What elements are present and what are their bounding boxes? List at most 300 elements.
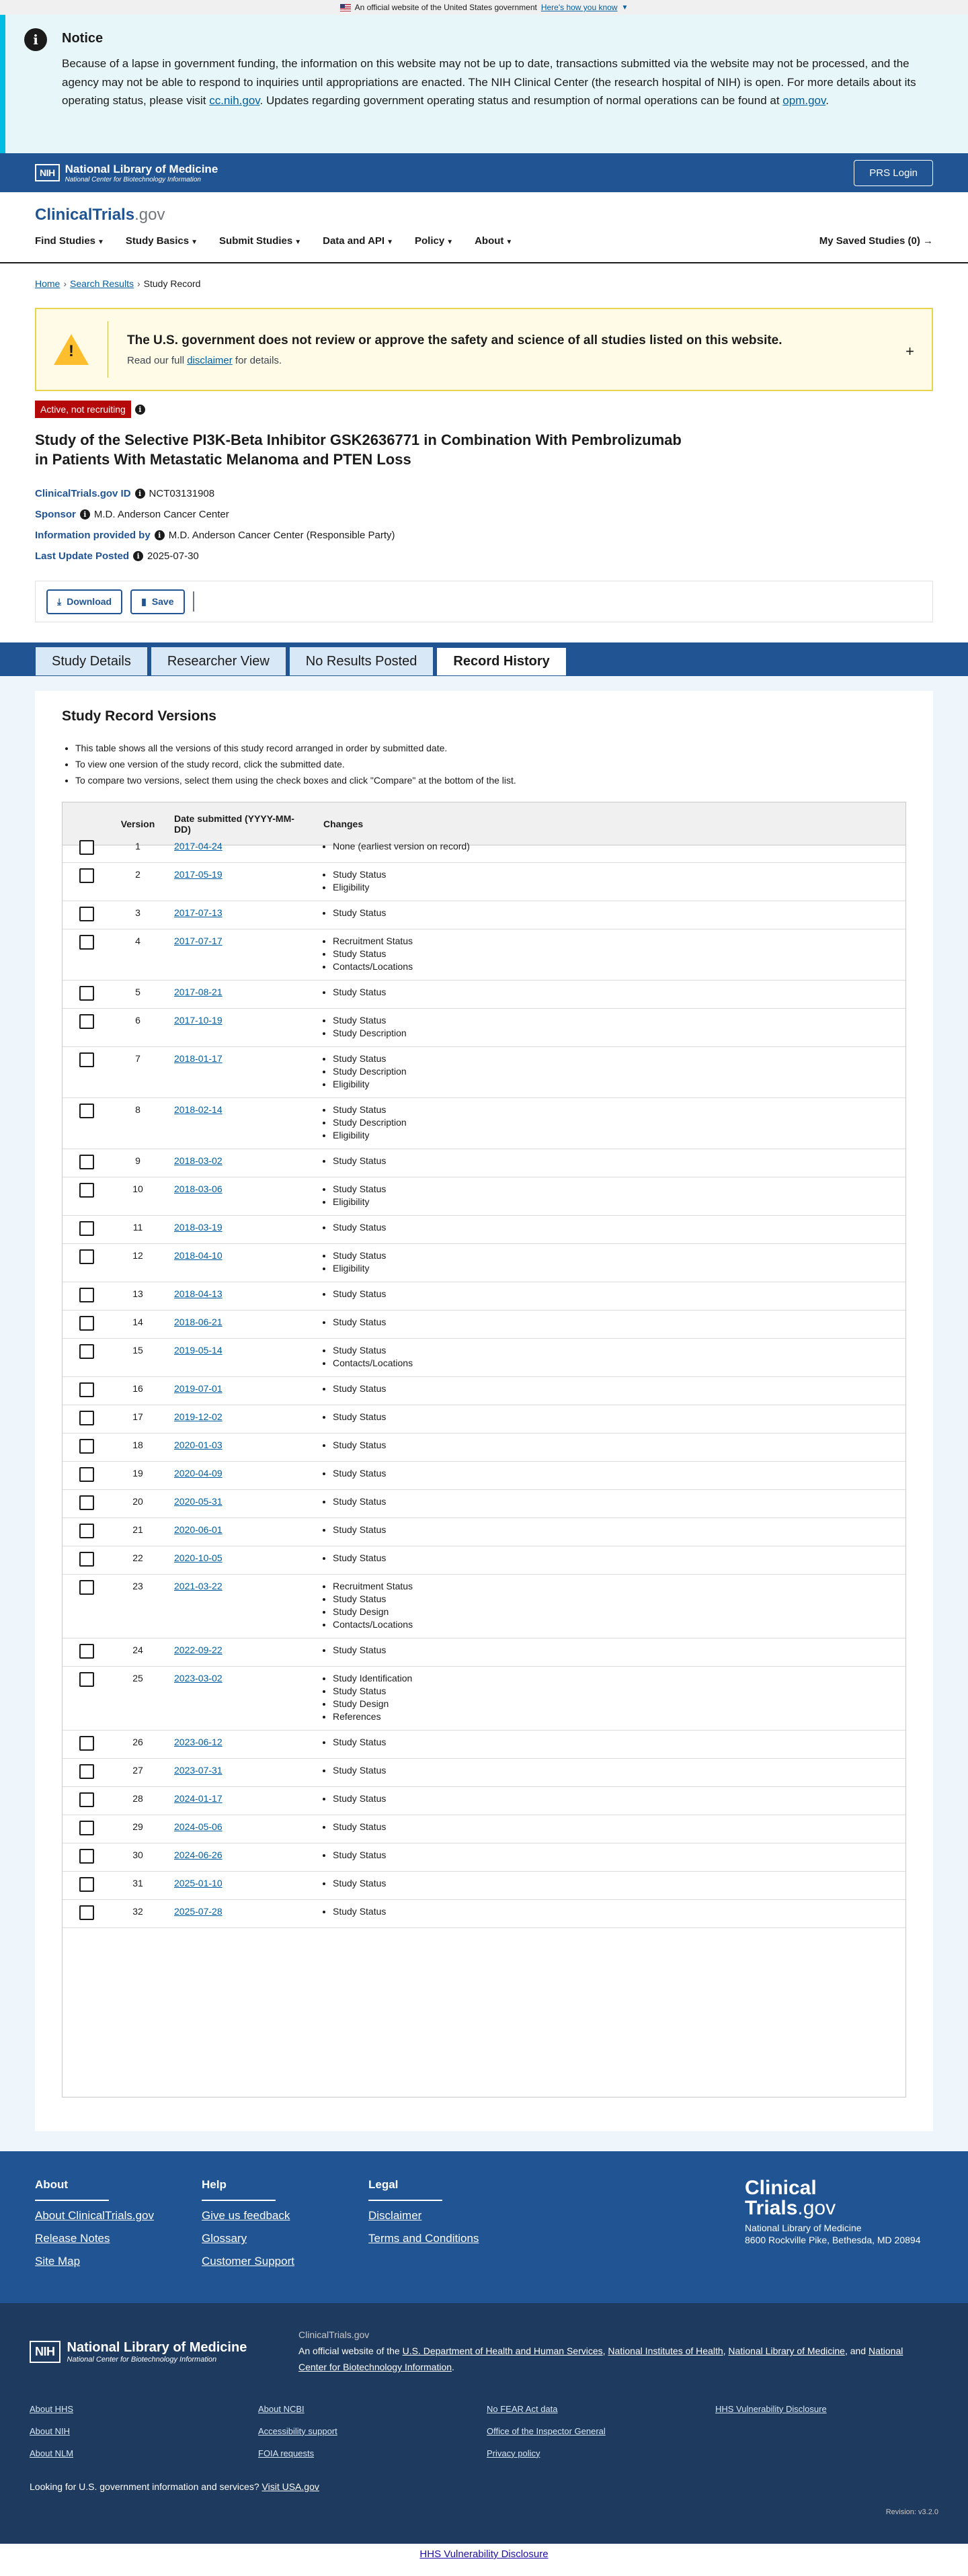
version-date-link[interactable]: 2017-04-24 <box>174 841 223 852</box>
change-item: • Study Status <box>333 1316 905 1329</box>
info-icon[interactable]: i <box>155 530 165 540</box>
version-date-link[interactable]: 2018-02-14 <box>174 1104 223 1116</box>
footer-link[interactable]: About HHS <box>30 2403 74 2414</box>
version-checkbox[interactable] <box>79 1849 94 1864</box>
cc-nih-link[interactable]: cc.nih.gov <box>209 94 260 108</box>
version-number: 23 <box>132 1581 143 1592</box>
funding-notice <box>0 15 968 153</box>
footer-ct-logo[interactable]: Clinical Trials.gov <box>745 2177 836 2220</box>
breadcrumb <box>0 263 968 304</box>
info-icon[interactable]: i <box>133 551 143 561</box>
footer-help: Help Give us feedback Glossary Customer Support <box>202 2178 368 2276</box>
change-item: • Study Status <box>333 1552 905 1565</box>
version-number: 31 <box>132 1878 143 1889</box>
disclaimer-banner <box>35 308 933 391</box>
footer-link[interactable]: Office of the Inspector General <box>487 2425 606 2436</box>
version-checkbox[interactable] <box>79 1764 94 1779</box>
change-item: • Study Status <box>333 1052 905 1065</box>
change-item: • Study Status <box>333 1344 905 1357</box>
footer-link[interactable]: About NLM <box>30 2448 74 2458</box>
change-item: • Eligibility <box>333 1196 905 1208</box>
change-item: • Study Status <box>333 1849 905 1862</box>
version-date-link[interactable]: 2025-01-10 <box>174 1878 223 1889</box>
version-number: 20 <box>132 1496 143 1507</box>
changes-list <box>323 1104 905 1142</box>
table-row <box>63 901 905 929</box>
expand-plus-icon[interactable]: + <box>905 343 914 360</box>
change-item: • Recruitment Status <box>333 1580 905 1593</box>
versions-description: • This table shows all the versions of this study record arranged in order by submitted date. • To view one version of the study record, click the submitted date. • To compare two versions, select them using the check boxes and click "Compare" at the bottom of the list. <box>75 741 906 788</box>
disclaimer-text: Read our full disclaimer for details. <box>127 354 282 366</box>
versions-table-body <box>63 835 905 1928</box>
nct-id: NCT03131908 <box>149 488 215 500</box>
change-item: • Study Description <box>333 1027 905 1040</box>
nav-about[interactable]: About ▼ <box>475 235 513 247</box>
changes-list <box>323 1155 905 1167</box>
table-row <box>63 1377 905 1405</box>
chevron-down-icon: ▼ <box>506 239 513 246</box>
nlm-title: National Library of Medicine <box>65 162 218 175</box>
changes-list <box>323 1467 905 1480</box>
version-checkbox[interactable] <box>79 1495 94 1510</box>
change-item: • Study Description <box>333 1065 905 1078</box>
table-row <box>63 1311 905 1339</box>
version-date-link[interactable]: 2025-07-28 <box>174 1906 223 1917</box>
version-date-link[interactable]: 2020-04-09 <box>174 1468 223 1479</box>
version-date-link[interactable]: 2021-03-22 <box>174 1581 223 1592</box>
breadcrumb-home[interactable]: Home <box>35 278 61 289</box>
table-row <box>63 1667 905 1731</box>
version-number: 3 <box>135 907 140 919</box>
version-number: 1 <box>135 841 140 852</box>
footer-about: About About ClinicalTrials.gov Release Notes Site Map <box>35 2178 202 2276</box>
info-icon: i <box>24 28 47 51</box>
gov-banner-link[interactable]: Here's how you know <box>540 3 618 12</box>
table-row <box>63 1787 905 1815</box>
nav-policy[interactable]: Policy ▼ <box>415 235 454 247</box>
version-date-link[interactable]: 2019-05-14 <box>174 1345 223 1356</box>
version-date-link[interactable]: 2024-06-26 <box>174 1850 223 1861</box>
version-number: 2 <box>135 869 140 880</box>
version-date-link[interactable]: 2017-10-19 <box>174 1015 223 1026</box>
change-item: • Study Status <box>333 1685 905 1698</box>
col-date-submitted: Date submitted (YYYY-MM-DD) <box>174 813 294 835</box>
info-icon[interactable]: i <box>80 509 90 520</box>
warning-icon: ! <box>54 334 89 365</box>
version-number: 26 <box>132 1737 143 1748</box>
version-checkbox[interactable] <box>79 907 94 921</box>
changes-list <box>323 986 905 999</box>
version-number: 32 <box>132 1906 143 1917</box>
version-checkbox[interactable] <box>79 1104 94 1118</box>
change-item: • Contacts/Locations <box>333 960 905 973</box>
changes-list <box>323 1792 905 1805</box>
clinicaltrials-logo[interactable]: ClinicalTrials.gov <box>35 206 165 224</box>
table-row <box>63 1490 905 1518</box>
changes-list <box>323 1052 905 1091</box>
version-checkbox[interactable] <box>79 1467 94 1482</box>
version-number: 10 <box>132 1183 143 1195</box>
version-number: 27 <box>132 1765 143 1776</box>
changes-list <box>323 1764 905 1777</box>
changes-list <box>323 1221 905 1234</box>
changes-list <box>323 1849 905 1862</box>
provided-by-label: Information provided by <box>35 530 151 542</box>
chevron-down-icon: ▼ <box>294 239 302 246</box>
change-item: • References <box>333 1710 905 1723</box>
table-row <box>63 1405 905 1434</box>
disclaimer-title: The U.S. government does not review or approve the safety and science of all studies listed on this website. <box>127 333 782 347</box>
gov-banner-text: An official website of the United States government <box>354 3 537 12</box>
version-date-link[interactable]: 2017-08-21 <box>174 987 223 998</box>
arrow-right-icon: → <box>923 235 933 247</box>
footer-brand <box>745 2178 933 2276</box>
chevron-down-icon: ▼ <box>97 239 104 246</box>
table-row <box>63 1462 905 1490</box>
tab-no-results-posted[interactable]: No Results Posted <box>289 647 434 676</box>
chevron-right-icon: › <box>136 278 140 289</box>
version-date-link[interactable]: 2018-04-13 <box>174 1288 223 1300</box>
version-number: 15 <box>132 1345 143 1356</box>
changes-list <box>323 868 905 894</box>
action-bar <box>35 581 933 622</box>
col-version: Version <box>120 818 155 829</box>
footer-link[interactable]: HHS Vulnerability Disclosure <box>715 2403 827 2414</box>
vulnerability-disclosure-link[interactable]: HHS Vulnerability Disclosure <box>419 2548 549 2560</box>
tab-record-history[interactable]: Record History <box>436 645 566 676</box>
versions-table <box>62 802 906 2097</box>
version-checkbox[interactable] <box>79 1644 94 1659</box>
version-number: 30 <box>132 1850 143 1861</box>
version-number: 5 <box>135 987 140 998</box>
version-date-link[interactable]: 2018-06-21 <box>174 1317 223 1328</box>
version-number: 17 <box>132 1411 143 1423</box>
version-number: 16 <box>132 1383 143 1395</box>
versions-title: Study Record Versions <box>62 708 216 724</box>
footer-support-link[interactable]: Customer Support <box>202 2255 294 2268</box>
changes-list <box>323 1288 905 1300</box>
version-checkbox[interactable] <box>79 935 94 950</box>
version-date-link[interactable]: 2019-12-02 <box>174 1411 223 1423</box>
my-saved-studies-link[interactable]: My Saved Studies (0) → <box>819 235 933 247</box>
main-nav <box>35 235 933 247</box>
table-row <box>63 1815 905 1843</box>
footer-link-grid <box>30 2404 938 2458</box>
version-date-link[interactable]: 2023-06-12 <box>174 1737 223 1748</box>
change-item: • Study Status <box>333 907 905 919</box>
version-number: 14 <box>132 1317 143 1328</box>
footer-link[interactable]: Accessibility support <box>258 2425 337 2436</box>
footer-feedback-link[interactable]: Give us feedback <box>202 2209 290 2222</box>
table-row <box>63 1546 905 1575</box>
nlm-logo[interactable] <box>35 163 218 183</box>
footer-terms-link[interactable]: Terms and Conditions <box>368 2232 479 2245</box>
version-date-link[interactable]: 2017-07-17 <box>174 936 223 947</box>
provided-by-value: M.D. Anderson Cancer Center (Responsible Party) <box>168 530 395 542</box>
version-date-link[interactable]: 2020-06-01 <box>174 1524 223 1536</box>
version-checkbox[interactable] <box>79 1249 94 1264</box>
chevron-down-icon: ▼ <box>191 239 198 246</box>
version-date-link[interactable]: 2023-07-31 <box>174 1765 223 1776</box>
footer-about-link[interactable]: About ClinicalTrials.gov <box>35 2209 154 2222</box>
table-row <box>63 1216 905 1244</box>
version-checkbox[interactable] <box>79 1736 94 1751</box>
sponsor-label: Sponsor <box>35 509 76 521</box>
footer-site-map-link[interactable]: Site Map <box>35 2255 81 2268</box>
chevron-down-icon: ▼ <box>446 239 454 246</box>
prs-login-button[interactable]: PRS Login <box>854 160 933 186</box>
version-date-link[interactable]: 2018-03-19 <box>174 1222 223 1233</box>
change-item: • Study Status <box>333 1736 905 1749</box>
version-checkbox[interactable] <box>79 1792 94 1807</box>
version-date-link[interactable]: 2017-07-13 <box>174 907 223 919</box>
table-row <box>63 1047 905 1098</box>
version-checkbox[interactable] <box>79 1382 94 1397</box>
changes-list <box>323 1183 905 1208</box>
version-number: 6 <box>135 1015 140 1026</box>
tab-study-details[interactable]: Study Details <box>35 647 148 676</box>
revision-text: Revision: v3.2.0 <box>885 2507 938 2516</box>
version-number: 8 <box>135 1104 140 1116</box>
last-update-value: 2025-07-30 <box>147 550 199 563</box>
record-versions-card <box>35 691 933 2131</box>
nav-data-api[interactable]: Data and API ▼ <box>323 235 393 247</box>
changes-list <box>323 1014 905 1040</box>
version-checkbox[interactable] <box>79 1344 94 1359</box>
version-checkbox[interactable] <box>79 1905 94 1920</box>
change-item: • None (earliest version on record) <box>333 840 905 853</box>
version-checkbox[interactable] <box>79 1580 94 1595</box>
version-date-link[interactable]: 2023-03-02 <box>174 1673 223 1684</box>
nav-find-studies[interactable]: Find Studies ▼ <box>35 235 104 247</box>
nih-bar <box>0 153 968 192</box>
table-row <box>63 1843 905 1872</box>
chevron-down-icon: ▼ <box>387 239 393 246</box>
version-number: 28 <box>132 1793 143 1804</box>
version-date-link[interactable]: 2018-04-10 <box>174 1250 223 1261</box>
version-date-link[interactable]: 2018-03-02 <box>174 1155 223 1167</box>
breadcrumb-search-results[interactable]: Search Results <box>70 278 134 289</box>
usa-gov-link[interactable]: Visit USA.gov <box>261 2481 319 2492</box>
version-date-link[interactable]: 2020-05-31 <box>174 1496 223 1507</box>
changes-list <box>323 1580 905 1631</box>
last-update-label: Last Update Posted <box>35 550 130 563</box>
version-date-link[interactable]: 2022-09-22 <box>174 1645 223 1656</box>
change-item: • Study Status <box>333 1014 905 1027</box>
record-history-section <box>0 676 968 2151</box>
version-checkbox[interactable] <box>79 1155 94 1169</box>
change-item: • Study Identification <box>333 1672 905 1685</box>
version-number: 22 <box>132 1552 143 1564</box>
version-number: 24 <box>132 1645 143 1656</box>
footer-link[interactable]: About NCBI <box>258 2403 305 2414</box>
nlm-footer <box>0 2303 968 2544</box>
info-icon[interactable]: i <box>135 489 145 499</box>
change-item: • Study Status <box>333 1644 905 1657</box>
table-row <box>63 1098 905 1149</box>
version-number: 19 <box>132 1468 143 1479</box>
version-number: 29 <box>132 1821 143 1833</box>
table-row <box>63 1518 905 1546</box>
version-checkbox[interactable] <box>79 1221 94 1236</box>
change-item: • Study Status <box>333 1249 905 1262</box>
footer-link[interactable]: Privacy policy <box>487 2448 540 2458</box>
version-checkbox[interactable] <box>79 1014 94 1029</box>
version-checkbox[interactable] <box>79 1524 94 1538</box>
change-item: • Study Status <box>333 1877 905 1890</box>
changes-list <box>323 1411 905 1423</box>
version-number: 18 <box>132 1440 143 1451</box>
version-checkbox[interactable] <box>79 986 94 1001</box>
version-checkbox[interactable] <box>79 1672 94 1687</box>
table-row <box>63 1434 905 1462</box>
disclaimer-link[interactable]: disclaimer <box>187 354 233 366</box>
change-item: • Study Status <box>333 1821 905 1833</box>
change-item: • Study Status <box>333 1411 905 1423</box>
change-item: • Study Status <box>333 868 905 881</box>
nih-logo-box: NIH <box>35 164 60 181</box>
change-item: • Study Status <box>333 1495 905 1508</box>
nav-study-basics[interactable]: Study Basics ▼ <box>125 235 198 247</box>
footer-nlm-logo[interactable]: NIH National Library of Medicine National Center for Biotechnology Information <box>30 2327 258 2375</box>
tab-researcher-view[interactable]: Researcher View <box>151 647 286 676</box>
site-header <box>0 192 968 263</box>
version-checkbox[interactable] <box>79 840 94 855</box>
nih-link[interactable]: National Institutes of Health <box>608 2345 723 2357</box>
change-item: • Recruitment Status <box>333 935 905 948</box>
table-row <box>63 1339 905 1377</box>
change-item: • Contacts/Locations <box>333 1618 905 1631</box>
change-item: • Study Status <box>333 1104 905 1116</box>
change-item: • Study Status <box>333 1183 905 1196</box>
study-tabs <box>0 642 968 676</box>
version-date-link[interactable]: 2020-01-03 <box>174 1440 223 1451</box>
hhs-link[interactable]: U.S. Department of Health and Human Services <box>402 2345 603 2357</box>
changes-list <box>323 1552 905 1565</box>
footer <box>0 2151 968 2303</box>
change-item: • Eligibility <box>333 881 905 894</box>
version-date-link[interactable]: 2018-03-06 <box>174 1183 223 1195</box>
version-date-link[interactable]: 2017-05-19 <box>174 869 223 880</box>
footer-legal: Legal Disclaimer Terms and Conditions <box>368 2178 535 2276</box>
table-row <box>63 1731 905 1759</box>
version-checkbox[interactable] <box>79 1877 94 1892</box>
table-row <box>63 1244 905 1282</box>
version-date-link[interactable]: 2024-05-06 <box>174 1821 223 1833</box>
table-row <box>63 863 905 901</box>
change-item: • Study Status <box>333 948 905 960</box>
download-button[interactable]: ⤓ Download <box>46 589 122 614</box>
chevron-down-icon: ▼ <box>621 3 629 11</box>
nav-submit-studies[interactable]: Submit Studies ▼ <box>219 235 302 247</box>
version-checkbox[interactable] <box>79 1821 94 1835</box>
change-item: • Study Status <box>333 986 905 999</box>
version-checkbox[interactable] <box>79 1316 94 1331</box>
version-date-link[interactable]: 2024-01-17 <box>174 1793 223 1804</box>
table-row <box>63 1149 905 1177</box>
changes-list <box>323 1439 905 1452</box>
gov-banner <box>0 0 968 15</box>
footer-link[interactable]: About NIH <box>30 2425 70 2436</box>
table-row <box>63 1575 905 1638</box>
changes-list <box>323 1382 905 1395</box>
table-row <box>63 929 905 981</box>
version-number: 25 <box>132 1673 143 1684</box>
change-item: • Study Status <box>333 1593 905 1606</box>
changes-list <box>323 1644 905 1657</box>
change-item: • Study Status <box>333 1764 905 1777</box>
table-row <box>63 835 905 863</box>
footer-release-notes-link[interactable]: Release Notes <box>35 2232 110 2245</box>
footer-link[interactable]: FOIA requests <box>258 2448 315 2458</box>
change-item: • Study Description <box>333 1116 905 1129</box>
ncbi-link[interactable]: National Center for Biotechnology Information <box>298 2345 903 2373</box>
version-number: 11 <box>132 1222 143 1233</box>
change-item: • Study Status <box>333 1439 905 1452</box>
changes-list <box>323 907 905 919</box>
changes-list <box>323 1877 905 1890</box>
version-checkbox[interactable] <box>79 1411 94 1425</box>
info-icon[interactable]: i <box>135 405 145 415</box>
change-item: • Study Status <box>333 1524 905 1536</box>
change-item: • Study Status <box>333 1905 905 1918</box>
version-number: 21 <box>132 1524 143 1536</box>
version-number: 9 <box>135 1155 140 1167</box>
version-checkbox[interactable] <box>79 1183 94 1198</box>
table-row <box>63 981 905 1009</box>
table-row <box>63 1282 905 1311</box>
change-item: • Study Status <box>333 1288 905 1300</box>
change-item: • Study Status <box>333 1155 905 1167</box>
version-checkbox[interactable] <box>79 1052 94 1067</box>
version-date-link[interactable]: 2019-07-01 <box>174 1383 223 1395</box>
changes-list <box>323 1495 905 1508</box>
footer-glossary-link[interactable]: Glossary <box>202 2232 247 2245</box>
change-item: • Study Design <box>333 1698 905 1710</box>
breadcrumb-current: Study Record <box>143 278 201 289</box>
version-number: 4 <box>135 936 140 947</box>
nlm-link[interactable]: National Library of Medicine <box>728 2345 845 2357</box>
study-meta <box>35 488 933 562</box>
version-checkbox[interactable] <box>79 1552 94 1567</box>
table-row <box>63 1872 905 1900</box>
change-item: • Study Status <box>333 1382 905 1395</box>
footer-disclaimer-link[interactable]: Disclaimer <box>368 2209 422 2222</box>
changes-list <box>323 1821 905 1833</box>
opm-link[interactable]: opm.gov <box>782 94 826 108</box>
version-number: 7 <box>135 1053 140 1065</box>
version-checkbox[interactable] <box>79 868 94 883</box>
change-item: • Eligibility <box>333 1078 905 1091</box>
changes-list <box>323 1316 905 1329</box>
version-date-link[interactable]: 2020-10-05 <box>174 1552 223 1564</box>
changes-list <box>323 1736 905 1749</box>
version-checkbox[interactable] <box>79 1288 94 1302</box>
footer-official-text: ClinicalTrials.gov An official website of the U.S. Department of Health and Human Services, National Institutes of Health, National Library of Medicine, and National Center for Biotechnology Information. <box>298 2329 903 2373</box>
vulnerability-disclosure-bar <box>0 2544 968 2564</box>
change-item: • Contacts/Locations <box>333 1357 905 1370</box>
version-checkbox[interactable] <box>79 1439 94 1454</box>
change-item: • Study Status <box>333 1792 905 1805</box>
version-number: 13 <box>132 1288 143 1300</box>
save-button[interactable]: ▮ Save <box>130 589 184 614</box>
changes-list <box>323 1524 905 1536</box>
version-date-link[interactable]: 2018-01-17 <box>174 1053 223 1065</box>
sponsor-value: M.D. Anderson Cancer Center <box>93 509 229 521</box>
footer-link[interactable]: No FEAR Act data <box>487 2403 558 2414</box>
usa-gov-row: Looking for U.S. government information and services? Visit USA.gov <box>30 2481 319 2492</box>
changes-list <box>323 935 905 973</box>
